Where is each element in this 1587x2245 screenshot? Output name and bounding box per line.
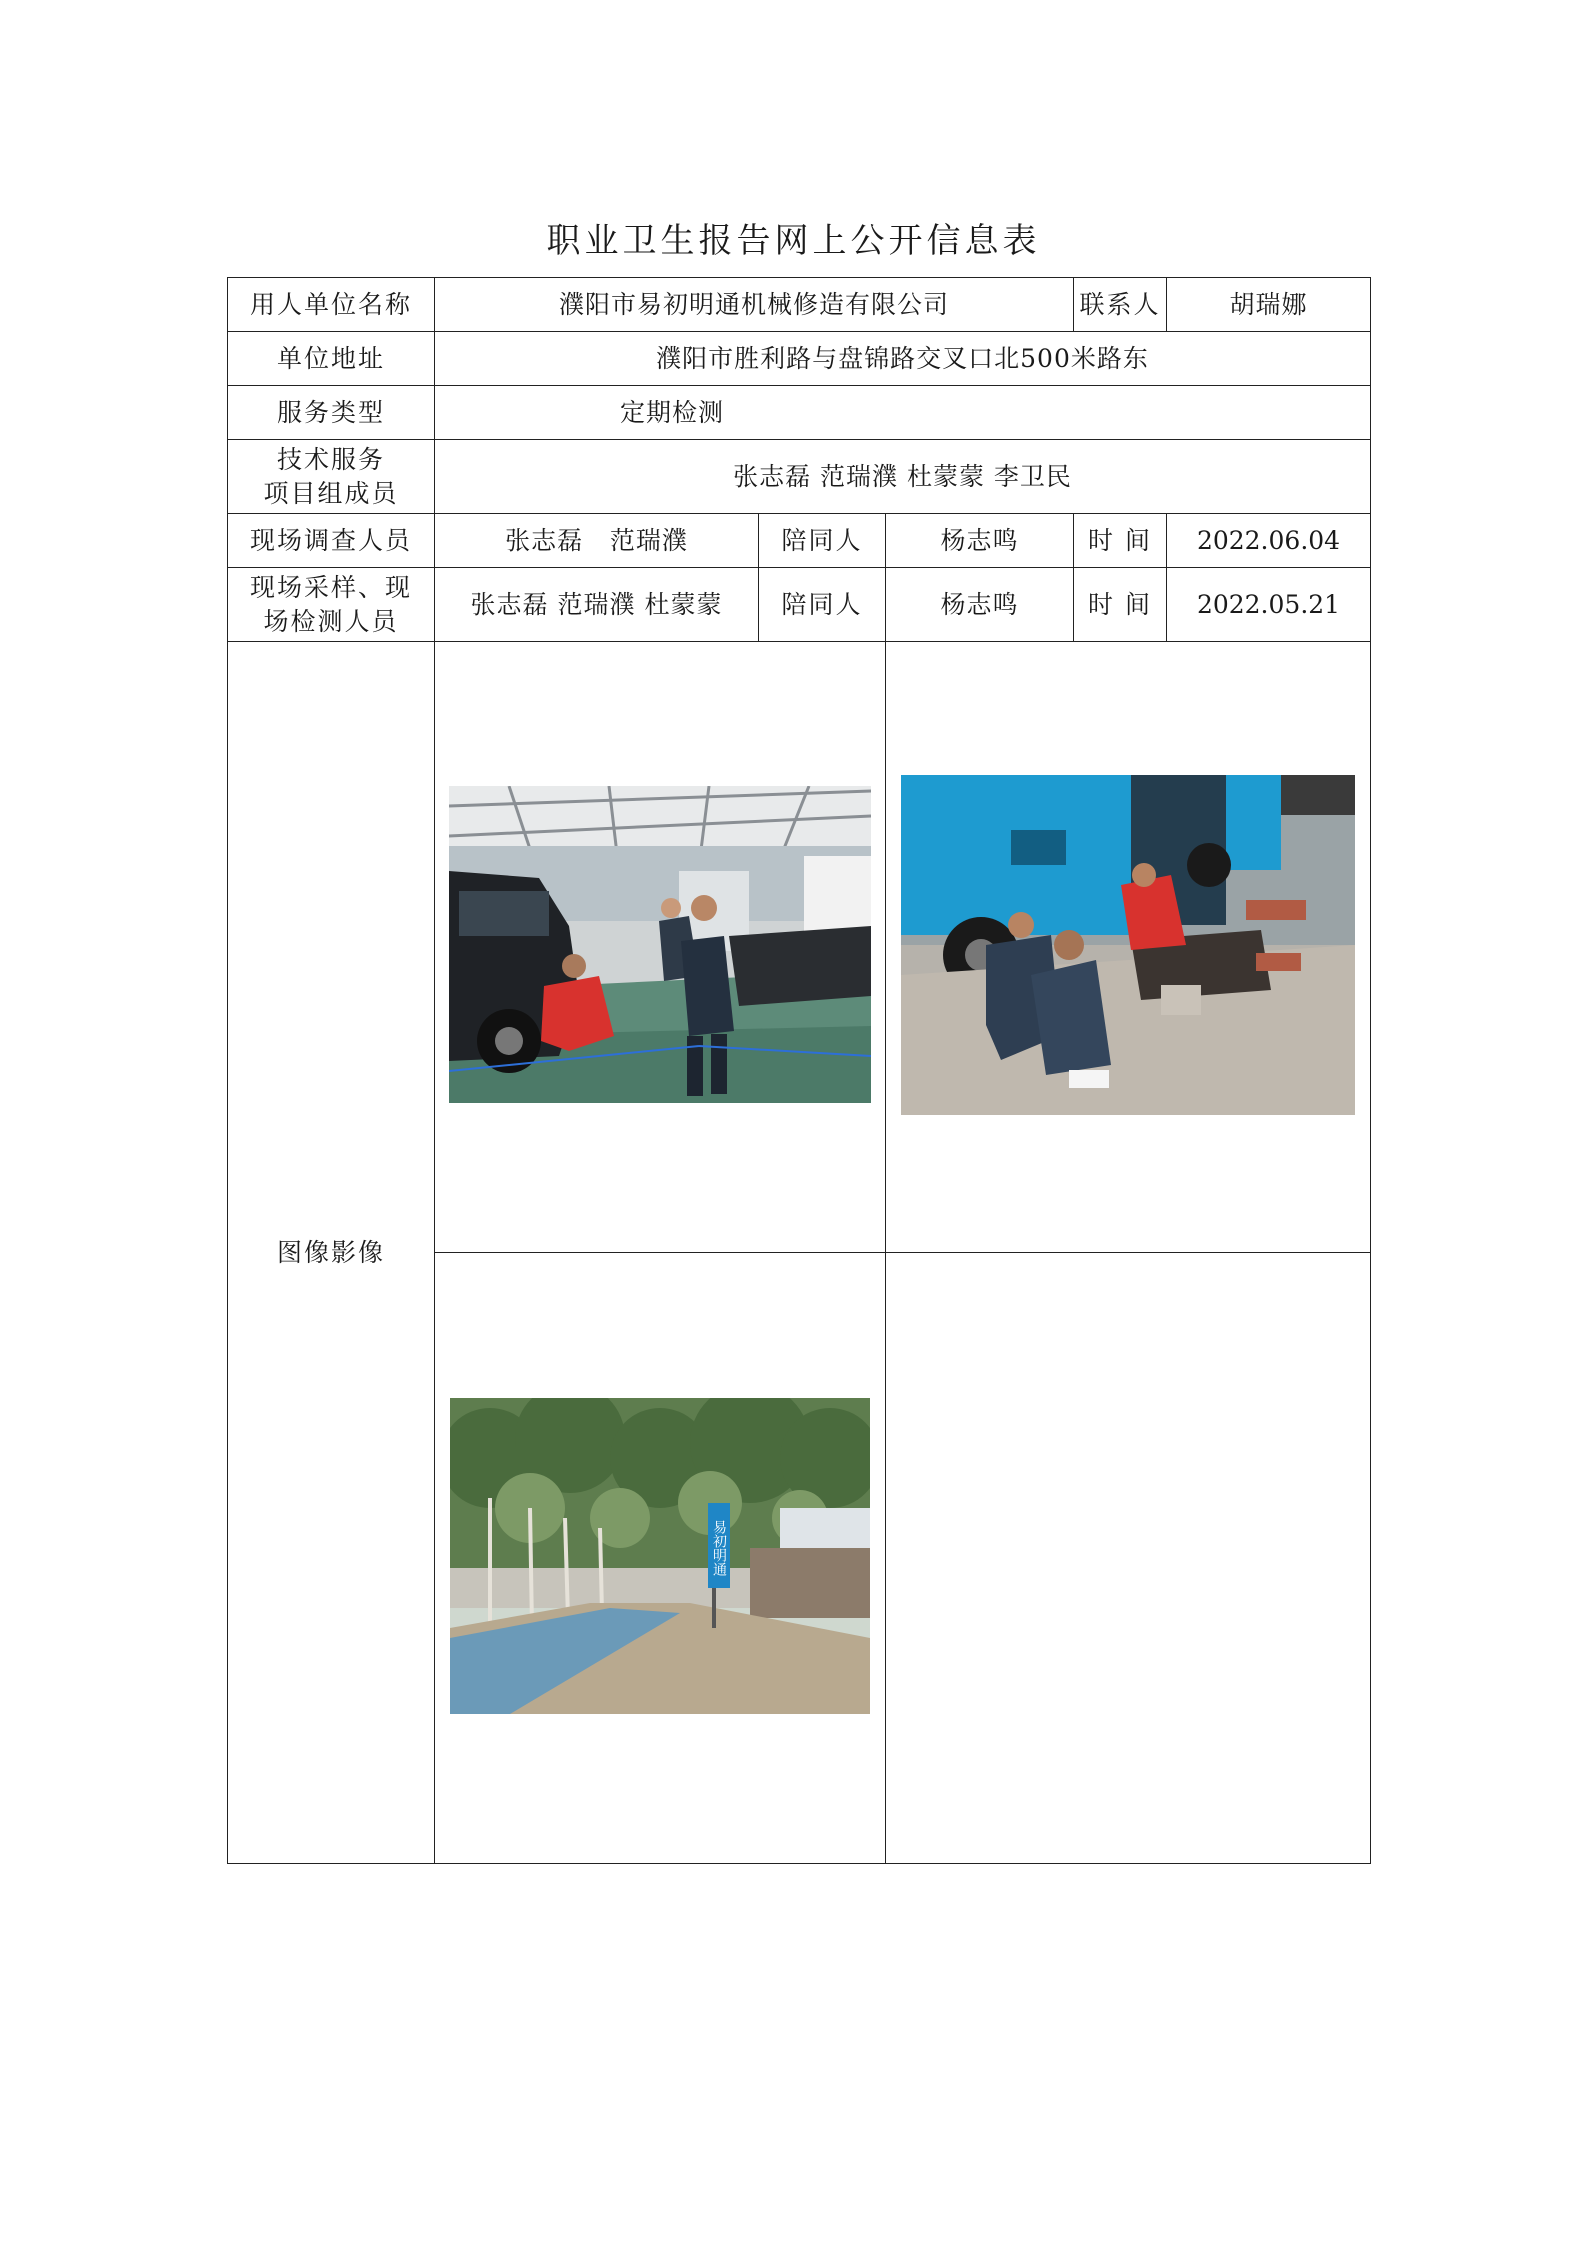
row-address	[228, 332, 1371, 386]
sampling-label-line2: 场检测人员	[263, 606, 399, 636]
sampling-time-label: 时 间	[1074, 568, 1167, 642]
contact-label: 联系人	[1074, 278, 1167, 332]
row-images-top	[228, 642, 1371, 1253]
sampling-date-value: 2022.05.21	[1167, 568, 1371, 642]
page-title: 职业卫生报告网上公开信息表	[546, 221, 1041, 261]
service-type-value: 定期检测	[435, 386, 1371, 440]
photo-engine-repair-image	[901, 775, 1355, 1115]
survey-escort-label: 陪同人	[759, 514, 886, 568]
photo-workshop-image	[449, 786, 871, 1103]
photo-cell-3	[435, 1253, 886, 1864]
row-sampling	[228, 568, 1371, 642]
photo-sign-text: 易初明通	[711, 1520, 727, 1576]
employer-value: 濮阳市易初明通机械修造有限公司	[435, 278, 1074, 332]
members-label-line1: 技术服务	[276, 444, 385, 474]
survey-escort-value: 杨志鸣	[886, 514, 1074, 568]
members-label-line2: 项目组成员	[263, 478, 399, 508]
images-label: 图像影像	[228, 642, 435, 1864]
service-type-label: 服务类型	[228, 386, 435, 440]
row-members	[228, 440, 1371, 514]
row-employer	[228, 278, 1371, 332]
contact-value: 胡瑞娜	[1167, 278, 1371, 332]
employer-label: 用人单位名称	[228, 278, 435, 332]
photo-workshop	[449, 786, 871, 1103]
sampling-staff-value: 张志磊 范瑞濮 杜蒙蒙	[435, 568, 759, 642]
sampling-label	[228, 568, 435, 642]
row-service-type	[228, 386, 1371, 440]
photo-engine-repair	[901, 775, 1355, 1115]
survey-time-label: 时 间	[1074, 514, 1167, 568]
photo-entrance-road	[450, 1398, 870, 1714]
sampling-escort-value: 杨志鸣	[886, 568, 1074, 642]
info-table	[227, 277, 1371, 1864]
sampling-label-line1: 现场采样、现	[249, 572, 412, 602]
members-value: 张志磊 范瑞濮 杜蒙蒙 李卫民	[435, 440, 1371, 514]
survey-staff-label: 现场调查人员	[228, 514, 435, 568]
address-label: 单位地址	[228, 332, 435, 386]
photo-entrance-road-image	[450, 1398, 870, 1714]
members-label	[228, 440, 435, 514]
address-value: 濮阳市胜利路与盘锦路交叉口北500米路东	[435, 332, 1371, 386]
photo-cell-4-empty	[886, 1253, 1371, 1864]
photo-cell-1	[435, 642, 886, 1253]
row-survey	[228, 514, 1371, 568]
survey-date-value: 2022.06.04	[1167, 514, 1371, 568]
photo-cell-2	[886, 642, 1371, 1253]
sampling-escort-label: 陪同人	[759, 568, 886, 642]
survey-staff-value: 张志磊 范瑞濮	[435, 514, 759, 568]
